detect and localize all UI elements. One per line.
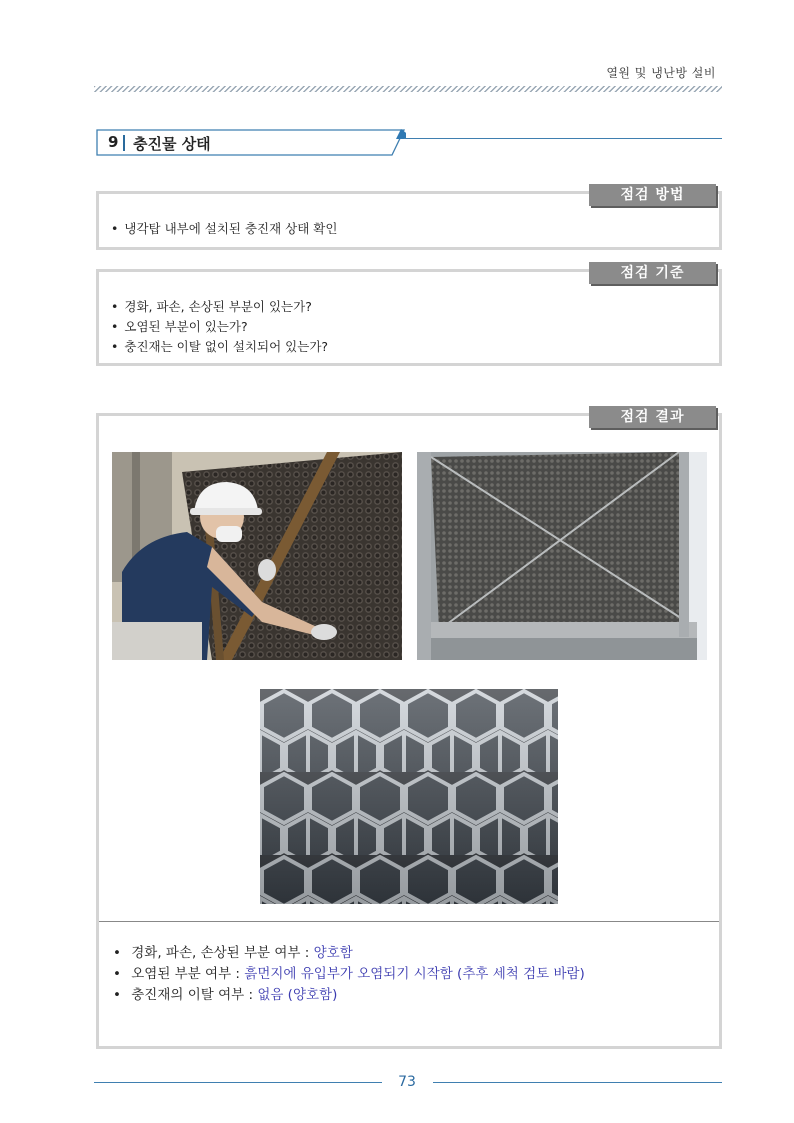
footer-rule-right bbox=[433, 1082, 722, 1083]
criteria-list bbox=[111, 297, 328, 357]
section-heading: 충진물 상태 bbox=[133, 135, 211, 153]
criteria-tag: 점검 기준 bbox=[589, 262, 716, 284]
footer-rule-left bbox=[94, 1082, 382, 1083]
photo-cooling-tower-panel bbox=[417, 452, 707, 660]
criteria-item: • 오염된 부분이 있는가? bbox=[111, 317, 328, 337]
section-rule bbox=[404, 138, 722, 139]
criteria-item: • 충진재는 이탈 없이 설치되어 있는가? bbox=[111, 337, 328, 357]
page-number: 73 bbox=[398, 1074, 416, 1090]
result-item bbox=[113, 943, 585, 964]
criteria-box bbox=[96, 265, 722, 366]
method-item: • 냉각탑 내부에 설치된 충진재 상태 확인 bbox=[111, 219, 337, 239]
photo-worker-inspecting-fill bbox=[112, 452, 402, 660]
section-separator bbox=[123, 135, 125, 151]
section-number: 9 bbox=[108, 133, 119, 151]
result-value: 흙먼지에 유입부가 오염되기 시작함 (추후 세척 검토 바람) bbox=[244, 966, 585, 982]
method-box bbox=[96, 187, 722, 250]
result-divider bbox=[99, 921, 719, 922]
result-list bbox=[113, 943, 585, 1006]
section-title bbox=[96, 129, 396, 156]
running-header: 열원 및 냉난방 설비 bbox=[606, 66, 716, 80]
result-item bbox=[113, 964, 585, 985]
result-label: 오염된 부분 여부 : bbox=[131, 966, 245, 982]
result-label: 충진재의 이탈 여부 : bbox=[131, 987, 258, 1003]
criteria-item: • 경화, 파손, 손상된 부분이 있는가? bbox=[111, 297, 328, 317]
method-list bbox=[111, 219, 337, 239]
result-value: 양호함 bbox=[313, 945, 353, 961]
result-label: 경화, 파손, 손상된 부분 여부 : bbox=[131, 945, 314, 961]
method-tag: 점검 방법 bbox=[589, 184, 716, 206]
result-tag: 점검 결과 bbox=[589, 406, 716, 428]
result-item bbox=[113, 985, 585, 1006]
photo-hexagonal-fill-closeup bbox=[260, 689, 558, 904]
result-box bbox=[96, 409, 722, 1049]
result-value: 없음 (양호함) bbox=[257, 987, 338, 1003]
header-hatch-divider bbox=[94, 86, 722, 92]
